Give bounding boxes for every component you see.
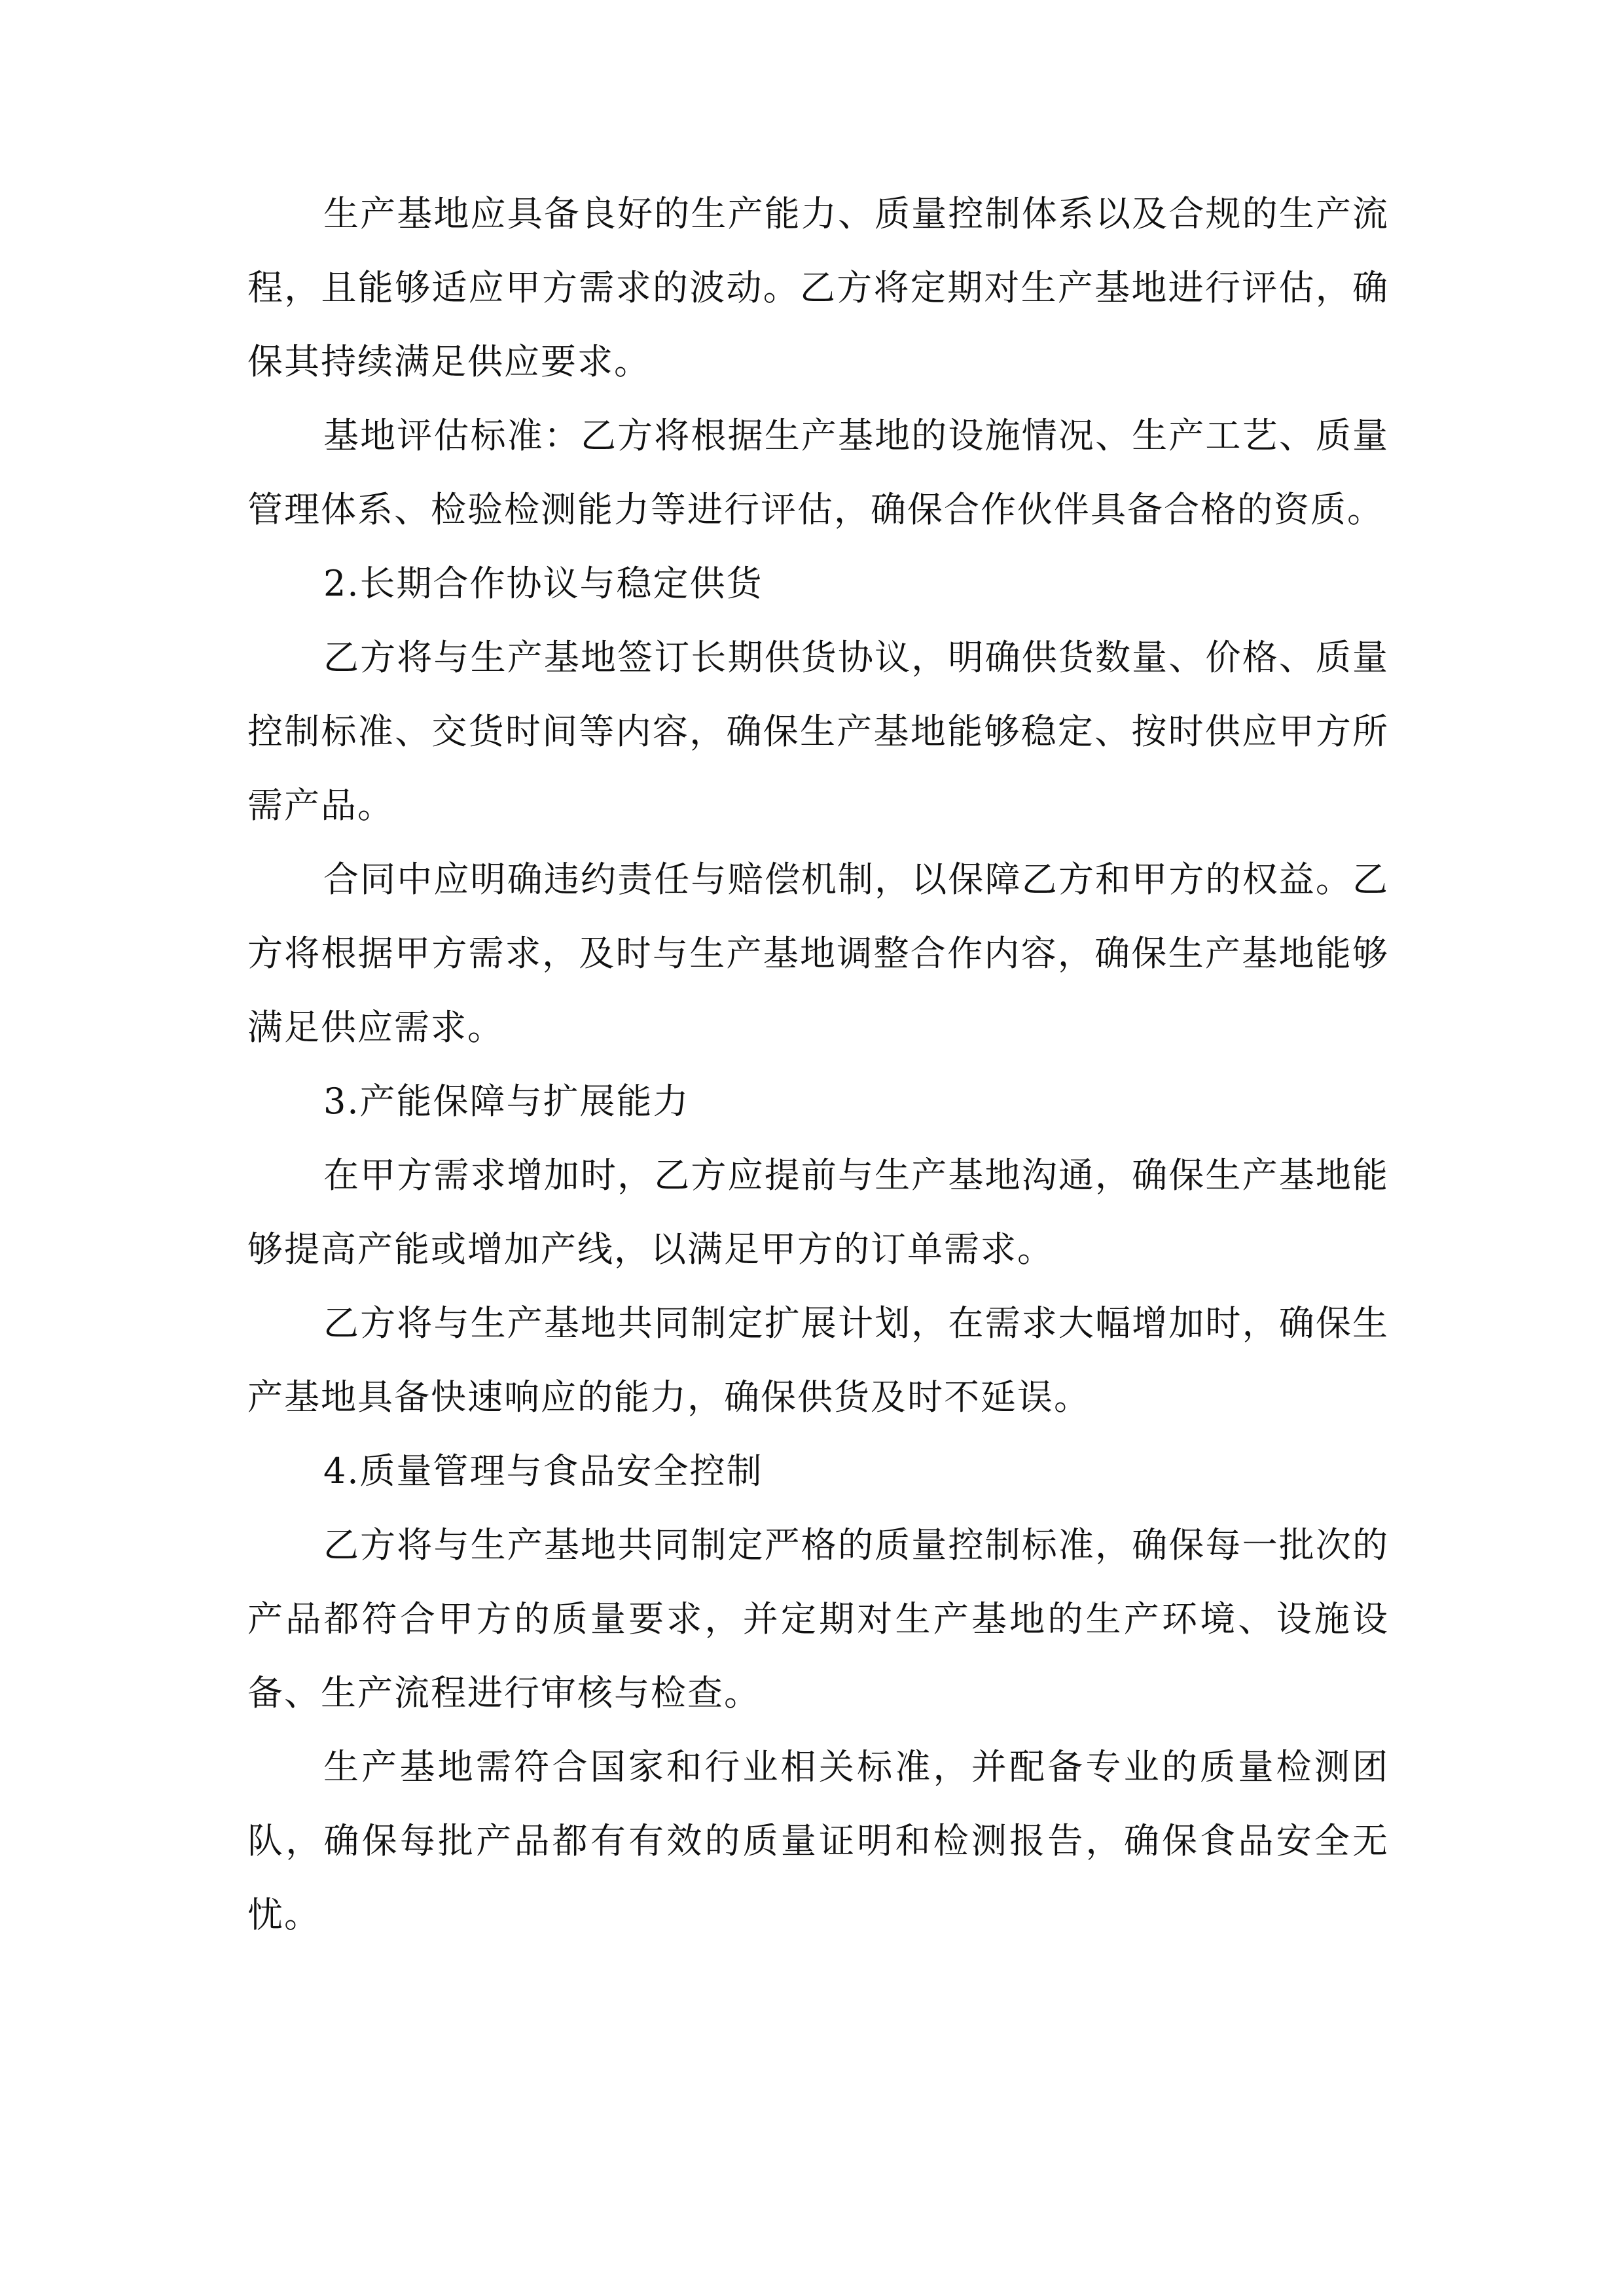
paragraph-capacity-communication: 在甲方需求增加时，乙方应提前与生产基地沟通，确保生产基地能够提高产能或增加产线，以满足甲方的订单需求。 <box>247 1155 1389 1270</box>
section-heading-4: 4.质量管理与食品安全控制 <box>323 1450 763 1492</box>
paragraph-breach-liability: 合同中应明确违约责任与赔偿机制，以保障乙方和甲方的权益。乙方将根据甲方需求，及时与生产基地调整合作内容，确保生产基地能够满足供应需求。 <box>247 859 1389 1048</box>
section-heading-3: 3.产能保障与扩展能力 <box>323 1081 690 1122</box>
paragraph-expansion-plan: 乙方将与生产基地共同制定扩展计划，在需求大幅增加时，确保生产基地具备快速响应的能力，确保供货及时不延误。 <box>247 1302 1389 1418</box>
paragraph-long-term-agreement: 乙方将与生产基地签订长期供货协议，明确供货数量、价格、质量控制标准、交货时间等内容，确保生产基地能够稳定、按时供应甲方所需产品。 <box>247 637 1389 826</box>
paragraph-national-standards: 生产基地需符合国家和行业相关标准，并配备专业的质量检测团队，确保每批产品都有有效的质量证明和检测报告，确保食品安全无忧。 <box>247 1746 1389 1935</box>
paragraph-base-evaluation-standard: 基地评估标准：乙方将根据生产基地的设施情况、生产工艺、质量管理体系、检验检测能力等进行评估，确保合作伙伴具备合格的资质。 <box>247 415 1389 530</box>
section-heading-2: 2.长期合作协议与稳定供货 <box>323 563 763 604</box>
document-body <box>247 177 1389 1952</box>
paragraph-quality-standards: 乙方将与生产基地共同制定严格的质量控制标准，确保每一批次的产品都符合甲方的质量要求，并定期对生产基地的生产环境、设施设备、生产流程进行审核与检查。 <box>247 1524 1389 1713</box>
paragraph-production-base-requirements: 生产基地应具备良好的生产能力、质量控制体系以及合规的生产流程，且能够适应甲方需求的波动。乙方将定期对生产基地进行评估，确保其持续满足供应要求。 <box>247 193 1389 382</box>
